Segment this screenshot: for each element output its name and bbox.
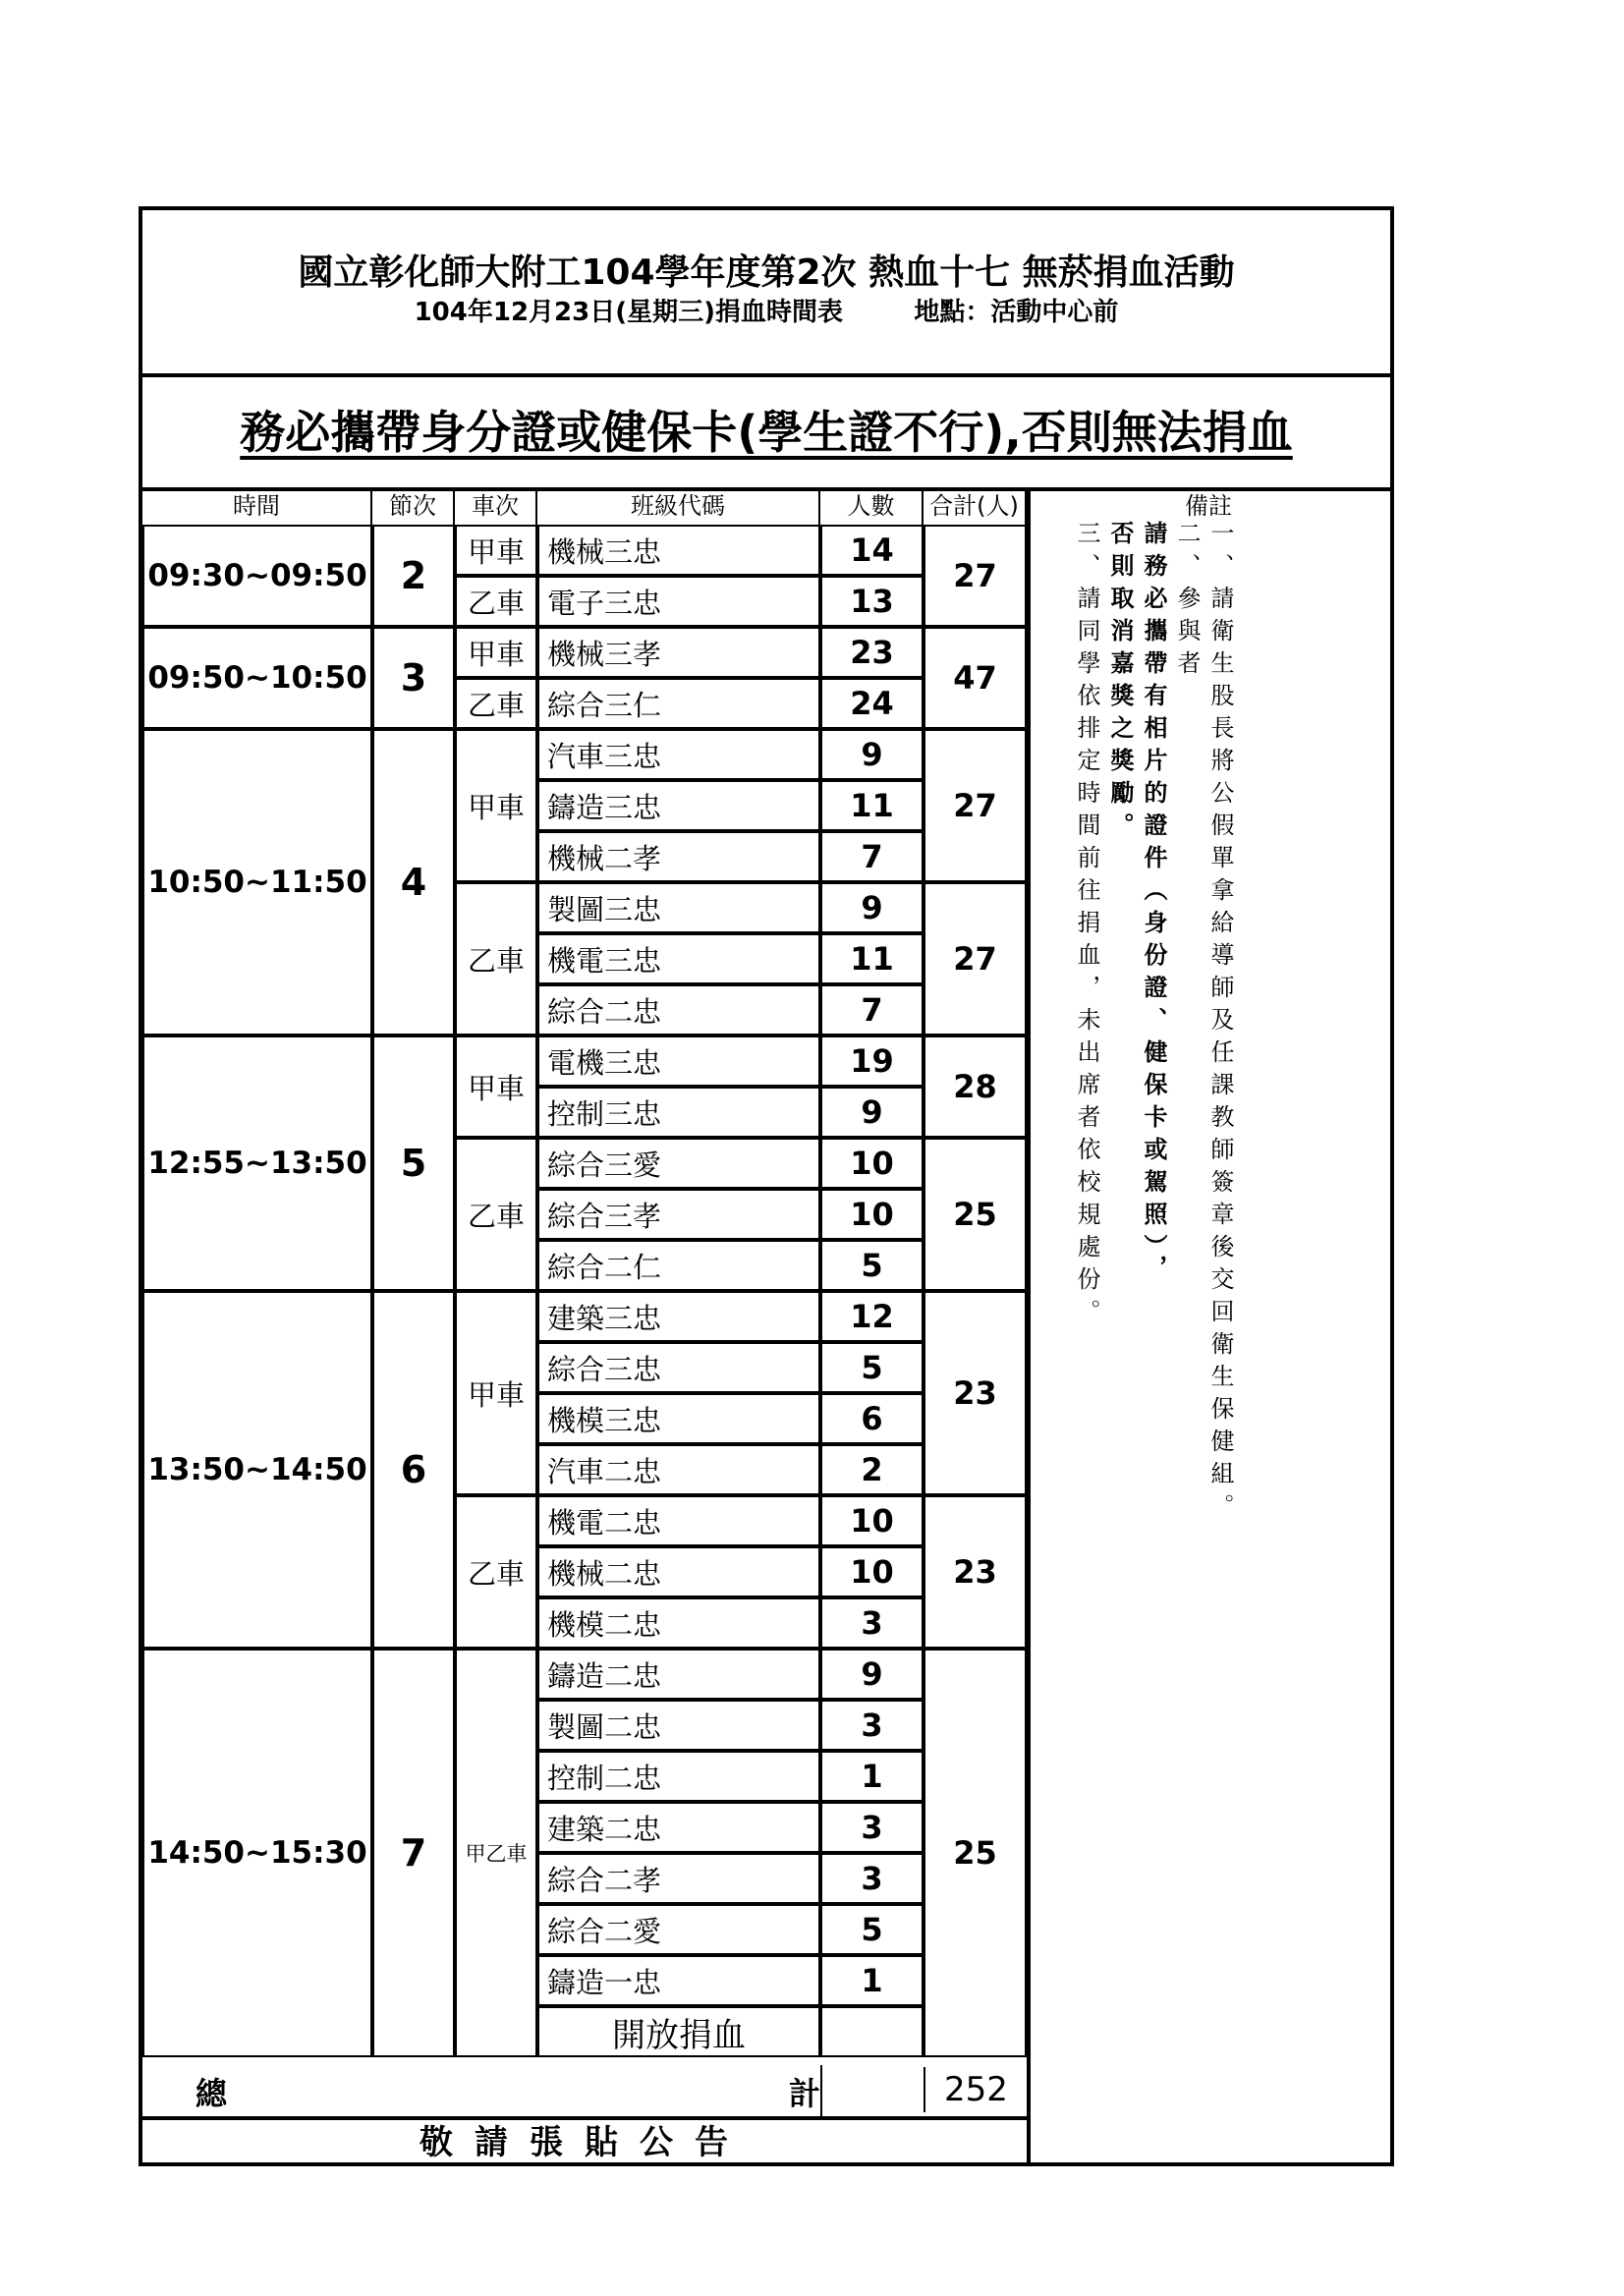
remark-1: 一、請衛生股長將公假單拿給導師及任課教師簽章後交回衛生保健組。 bbox=[1206, 521, 1234, 1526]
donor-count: 9 bbox=[820, 1649, 924, 1700]
donor-count: 9 bbox=[820, 1087, 924, 1138]
document-header bbox=[142, 210, 1390, 377]
class-code: 控制二忠 bbox=[537, 1751, 820, 1802]
donor-count: 3 bbox=[820, 1802, 924, 1853]
car-label: 乙車 bbox=[455, 1495, 537, 1649]
class-code: 機模三忠 bbox=[537, 1393, 820, 1444]
period-number: 7 bbox=[372, 1649, 455, 2057]
period-number: 4 bbox=[372, 729, 455, 1036]
subtotal: 47 bbox=[924, 627, 1027, 729]
class-code: 機電三忠 bbox=[537, 933, 820, 984]
page-subtitle: 104年12月23日(星期三)捐血時間表 地點：活動中心前 bbox=[414, 298, 1119, 327]
donor-count: 19 bbox=[820, 1036, 924, 1087]
total-label-right: 計 bbox=[789, 2075, 821, 2112]
total-value: 252 bbox=[924, 2067, 1027, 2112]
donor-count: 9 bbox=[820, 729, 924, 780]
class-code: 機械三孝 bbox=[537, 627, 820, 678]
period-number: 6 bbox=[372, 1291, 455, 1649]
class-code: 製圖三忠 bbox=[537, 882, 820, 933]
donor-count: 3 bbox=[820, 1700, 924, 1751]
donor-count: 24 bbox=[820, 678, 924, 729]
donor-count: 6 bbox=[820, 1393, 924, 1444]
id-notice-text: 務必攜帶身分證或健保卡(學生證不行),否則無法捐血 bbox=[240, 406, 1293, 459]
class-code: 鑄造二忠 bbox=[537, 1649, 820, 1700]
donor-count: 7 bbox=[820, 831, 924, 882]
period-number: 5 bbox=[372, 1036, 455, 1291]
car-label: 甲車 bbox=[455, 525, 537, 576]
donor-count: 10 bbox=[820, 1495, 924, 1546]
remarks-notes bbox=[1070, 521, 1237, 2132]
time-slot: 12:55~13:50 bbox=[142, 1036, 372, 1291]
col-header-period: 節次 bbox=[372, 491, 455, 525]
class-code: 綜合三孝 bbox=[537, 1189, 820, 1240]
remark-2-consequence: 否則取消嘉獎之獎勵。 bbox=[1106, 521, 1134, 845]
col-header-remarks: 備註 bbox=[1185, 492, 1232, 520]
class-code: 綜合三忠 bbox=[537, 1342, 820, 1393]
donor-count: 11 bbox=[820, 933, 924, 984]
car-label: 乙車 bbox=[455, 576, 537, 627]
donor-count: 10 bbox=[820, 1189, 924, 1240]
class-code: 機械二忠 bbox=[537, 1546, 820, 1597]
class-code: 控制三忠 bbox=[537, 1087, 820, 1138]
car-label: 甲乙車 bbox=[455, 1649, 537, 2057]
donor-count: 2 bbox=[820, 1444, 924, 1495]
class-code: 機模二忠 bbox=[537, 1597, 820, 1649]
col-header-subtotal: 合計(人) bbox=[924, 491, 1027, 525]
donor-count: 1 bbox=[820, 1751, 924, 1802]
donor-count: 10 bbox=[820, 1138, 924, 1189]
donor-count: 10 bbox=[820, 1546, 924, 1597]
donor-count: 7 bbox=[820, 984, 924, 1036]
car-label: 甲車 bbox=[455, 729, 537, 882]
remark-2-intro: 二、參與者 bbox=[1173, 521, 1201, 683]
class-code: 鑄造一忠 bbox=[537, 1955, 820, 2006]
subtotal: 27 bbox=[924, 882, 1027, 1036]
class-code: 電機三忠 bbox=[537, 1036, 820, 1087]
class-code: 汽車三忠 bbox=[537, 729, 820, 780]
time-slot: 13:50~14:50 bbox=[142, 1291, 372, 1649]
class-code: 製圖二忠 bbox=[537, 1700, 820, 1751]
time-slot: 09:50~10:50 bbox=[142, 627, 372, 729]
class-code: 綜合二孝 bbox=[537, 1853, 820, 1904]
class-code: 綜合三仁 bbox=[537, 678, 820, 729]
col-header-time: 時間 bbox=[142, 491, 372, 525]
id-notice bbox=[142, 377, 1390, 491]
class-code: 機械二孝 bbox=[537, 831, 820, 882]
class-code: 建築二忠 bbox=[537, 1802, 820, 1853]
time-slot: 14:50~15:30 bbox=[142, 1649, 372, 2057]
remark-3: 三、請同學依排定時間前往捐血，未出席者依校規處份。 bbox=[1073, 521, 1100, 1331]
donor-count: 5 bbox=[820, 1904, 924, 1955]
donor-count: 14 bbox=[820, 525, 924, 576]
subtotal: 25 bbox=[924, 1649, 1027, 2057]
donor-count: 12 bbox=[820, 1291, 924, 1342]
class-code: 鑄造三忠 bbox=[537, 780, 820, 831]
col-header-count: 人數 bbox=[820, 491, 924, 525]
period-number: 3 bbox=[372, 627, 455, 729]
donor-count: 3 bbox=[820, 1853, 924, 1904]
period-number: 2 bbox=[372, 525, 455, 627]
class-code: 綜合二仁 bbox=[537, 1240, 820, 1291]
subtotal: 25 bbox=[924, 1138, 1027, 1291]
col-header-class-code: 班級代碼 bbox=[537, 491, 820, 525]
subtotal: 23 bbox=[924, 1495, 1027, 1649]
car-label: 甲車 bbox=[455, 1036, 537, 1138]
total-label-left: 總 bbox=[196, 2075, 228, 2112]
col-header-car: 車次 bbox=[455, 491, 537, 525]
class-code: 綜合二忠 bbox=[537, 984, 820, 1036]
car-label: 甲車 bbox=[455, 627, 537, 678]
schedule-document bbox=[139, 206, 1394, 2166]
remarks-column bbox=[1027, 491, 1390, 2166]
donor-count: 11 bbox=[820, 780, 924, 831]
class-code: 汽車二忠 bbox=[537, 1444, 820, 1495]
class-code: 綜合二愛 bbox=[537, 1904, 820, 1955]
subtotal: 23 bbox=[924, 1291, 1027, 1495]
car-label: 甲車 bbox=[455, 1291, 537, 1495]
donor-count: 23 bbox=[820, 627, 924, 678]
donor-count: 9 bbox=[820, 882, 924, 933]
time-slot: 09:30~09:50 bbox=[142, 525, 372, 627]
car-label: 乙車 bbox=[455, 1138, 537, 1291]
car-label: 乙車 bbox=[455, 678, 537, 729]
class-code: 機械三忠 bbox=[537, 525, 820, 576]
subtotal: 27 bbox=[924, 525, 1027, 627]
donor-count: 5 bbox=[820, 1342, 924, 1393]
car-label: 乙車 bbox=[455, 882, 537, 1036]
class-code: 電子三忠 bbox=[537, 576, 820, 627]
page-title: 國立彰化師大附工104學年度第2次 熱血十七 無菸捐血活動 bbox=[298, 252, 1235, 293]
posting-footer: 敬請張貼公告 bbox=[420, 2123, 750, 2162]
donor-count: 5 bbox=[820, 1240, 924, 1291]
subtotal: 28 bbox=[924, 1036, 1027, 1138]
subtotal: 27 bbox=[924, 729, 1027, 882]
class-code: 建築三忠 bbox=[537, 1291, 820, 1342]
class-code: 機電二忠 bbox=[537, 1495, 820, 1546]
donor-count: 13 bbox=[820, 576, 924, 627]
donor-count: 1 bbox=[820, 1955, 924, 2006]
class-code: 綜合三愛 bbox=[537, 1138, 820, 1189]
donor-count: 3 bbox=[820, 1597, 924, 1649]
remark-2-requirement: 請務必攜帶有相片的證件（身份證、健保卡或駕照）， bbox=[1140, 521, 1167, 1287]
total-count-cell bbox=[820, 2065, 924, 2116]
time-slot: 10:50~11:50 bbox=[142, 729, 372, 1036]
donor-count bbox=[820, 2006, 924, 2057]
open-donation-label: 開放捐血 bbox=[537, 2006, 820, 2057]
